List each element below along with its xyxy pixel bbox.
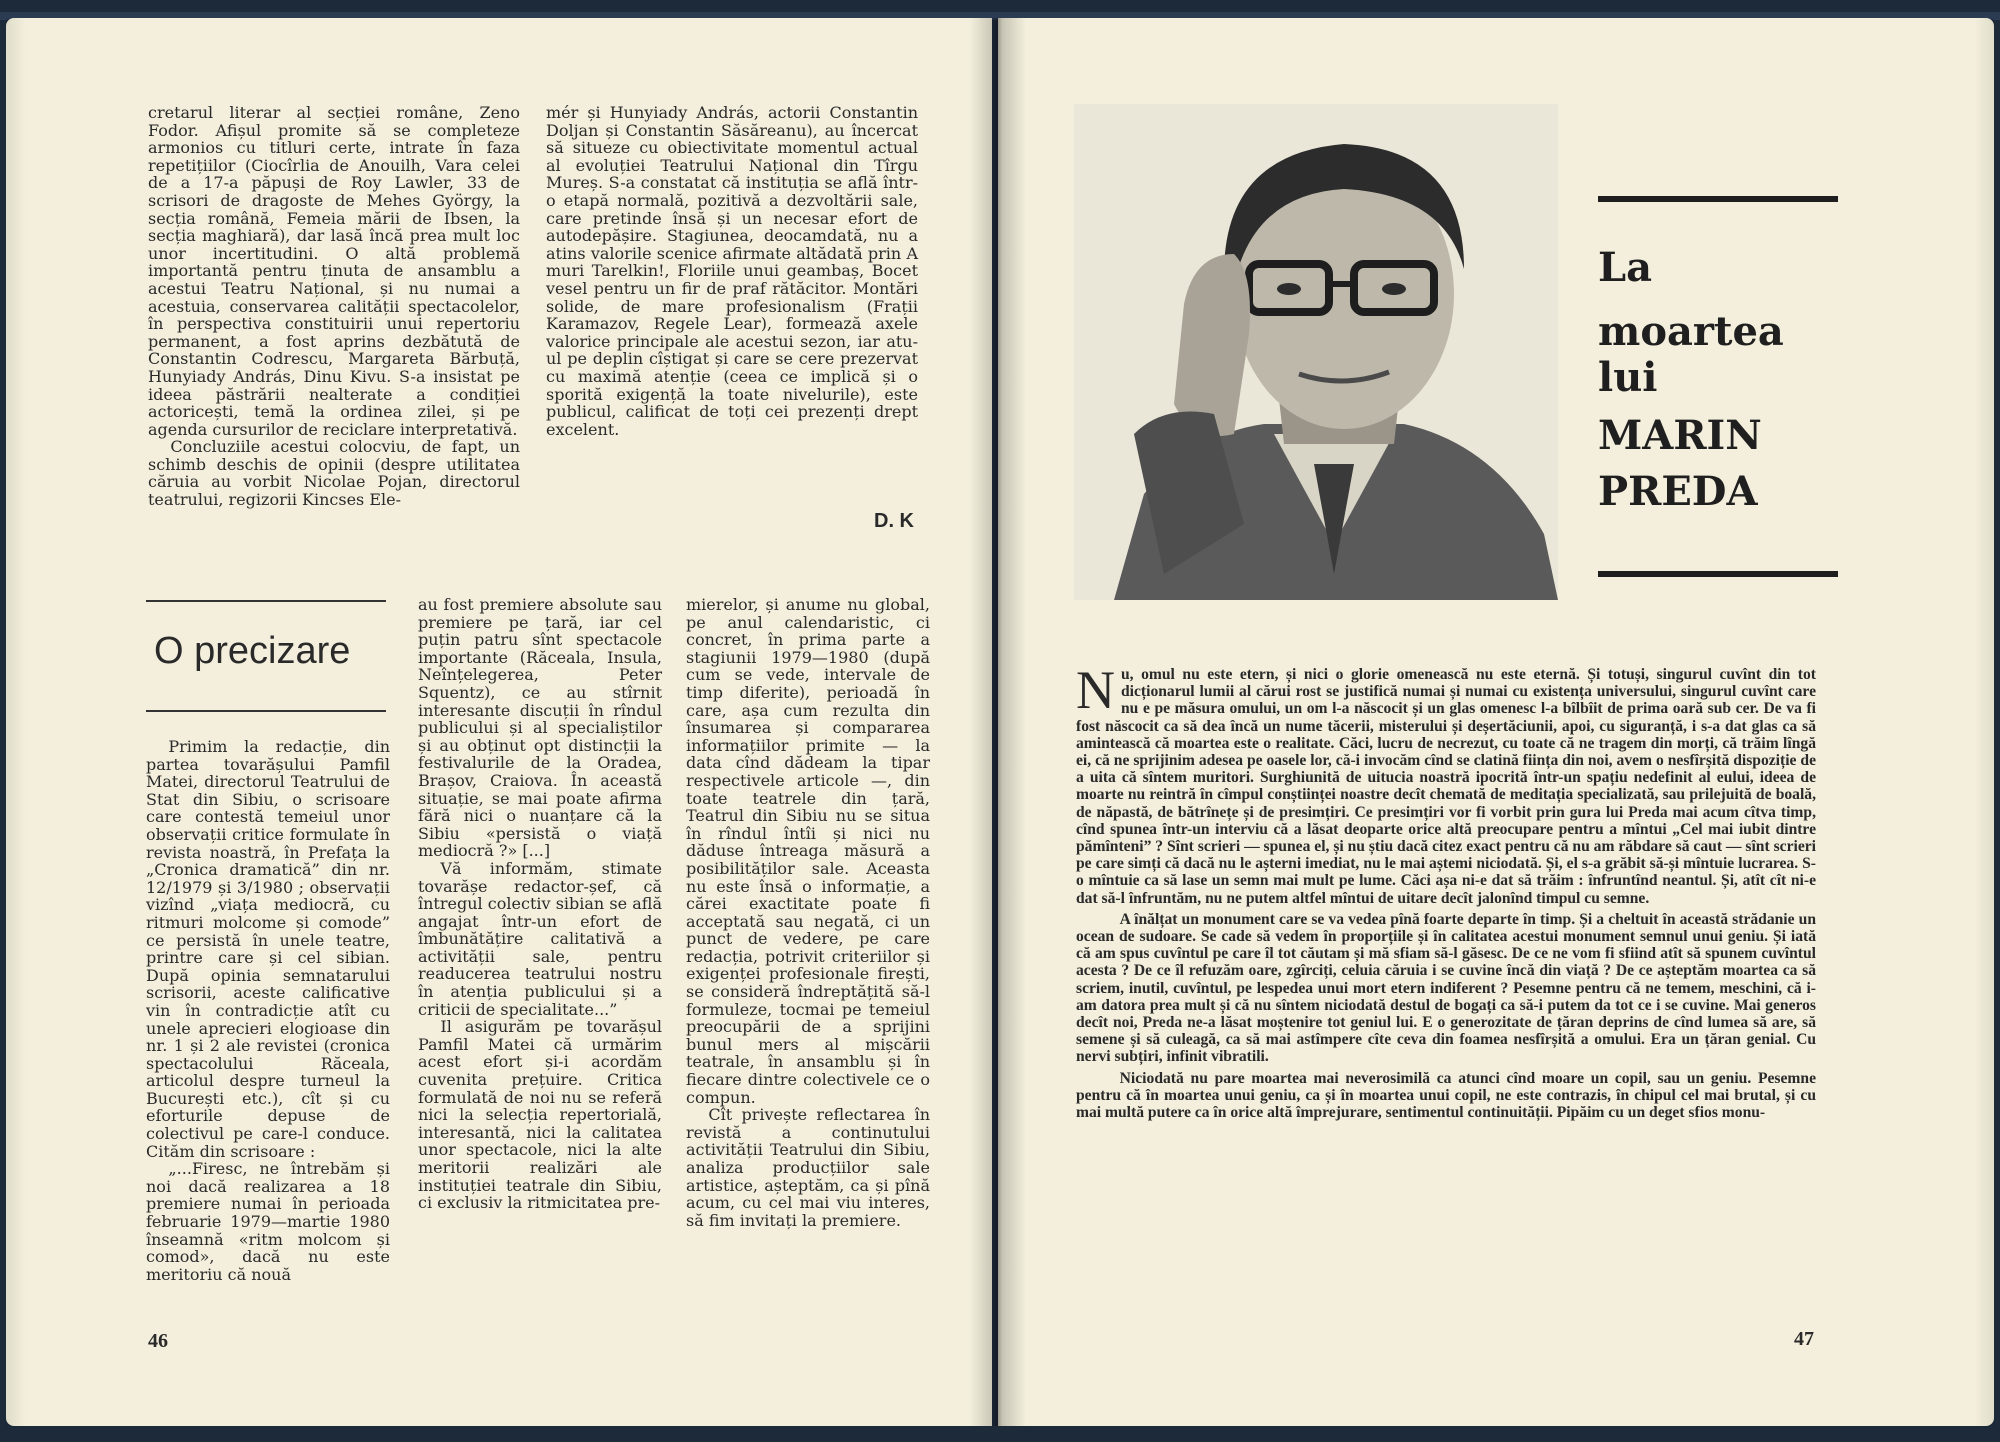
bottom-column-2 (418, 596, 662, 1212)
article-paragraph-2: A înălțat un monument care se va vedea pînă foarte departe în timp. Și a cheltuit în această strădanie un ocean de sudoare. Se cade să vedem în proporțiile și în calitatea acestui monument semnul unui geniu. Și iată că am spus cuvîntul pe care îl tot căutam și mă sfiam să-l găsesc. De ce ne vom fi sfiind atît să spunem cuvîntul acesta ? De ce îl refuzăm oare, zgîrciți, celuia căruia i se cuvine încă din viață ? De ce așteptăm moartea ca să scriem, inutil, cuvîntul, pe lespedea unui mort etern indiferent ? Pesemne pentru că ne temem, meschini, că i-am datora prea mult și că nu sîntem niciodată destul de bogați ca să-i putem da tot ce i se cuvine. Mai generos decît noi, Preda ne-a lăsat moștenire tot geniul lui. E o generozitate de țăran deprins de cînd lumea să are, să semene și să culeagă, ca să mai astîmpere cîte ceva din foamea nesfîrșită a omului. Era un țăran genial. Cu nervi subțiri, infinit vibratili. (1076, 910, 1816, 1066)
title-rule-bottom (1598, 571, 1838, 577)
top-col1-text-b: Concluziile acestui colocviu, de fapt, un schimb deschis de opinii (despre utilitatea căruia au vorbit Nicolae Pojan, directorul teatrului, regizorii Kincses Ele- (148, 437, 520, 510)
left-page (6, 18, 992, 1426)
heading-rule-top (146, 600, 386, 602)
right-edge-shadow (1974, 18, 1994, 1426)
top-column-1 (148, 104, 520, 509)
section-heading: O precizare (154, 630, 351, 672)
title-line-3: lui (1598, 354, 1658, 401)
bottom-col1-text: Primim la redacție, din partea tovarășului Pamfil Matei, directorul Teatrului de Stat din Sibiu, o scrisoare care contestă temeiul unor observații critice formulate în revista noastră, în Prefața la „Cronica dramatică” din nr. 12/1979 și 3/1980 ; observații vizînd „viața mediocră, cu ritmuri molcome și comode” ce persistă în unele teatre, printre care și cel sibian. După opinia semnatarului scrisorii, aceste calificative vin în contradicție atît cu unele aprecieri elogioase din nr. 1 și 2 ale revistei (cronica spectacolului Răceala, articolul despre turneul la București etc.), cît și cu eforturile depuse de colectivul pe care-l conduce. Cităm din scrisoare : (146, 737, 390, 1161)
bottom-col2-text-c: Il asigurăm pe tovarășul Pamfil Matei că urmărim acest efort și-i acordăm cuvenita prețuire. Critica formulată de noi nu se referă nici la selecția repertorială, interesantă, nici la calitatea unor spectacole, nici la alte meritorii realizări ale instituției teatrale din Sibiu, ci exclusiv la ritmicitatea pre- (418, 1017, 662, 1213)
bottom-col3-text: mierelor, și anume nu global, pe anul calendaristic, ci concret, în prima parte a stagiunii 1979—1980 (după cum se vede, intervale de timp diferite), perioadă în care, așa cum rezulta din însumarea și compararea informațiilor primite — la data cînd dădeam la tipar respectivele articole —, din toate teatrele din țară, Teatrul din Sibiu nu se situa în rîndul întîi și nici nu dăduse întreaga măsură a posibilităților sale. Aceasta nu este însă o informație, a cărei exactitate poate fi acceptată sau negată, ci un punct de vedere, pe care redacția, potrivit criteriilor și exigenței profesionale firești, se consideră îndreptățită să-l formuleze, tocmai pe temeiul preocupării de a sprijini bunul mers al mișcării teatrale, în ansamblu și în fiecare dintre colectivele ce o compun. (686, 595, 930, 1107)
drop-cap: N (1076, 660, 1115, 720)
page-number-right: 47 (1794, 1328, 1814, 1350)
title-line-4: MARIN (1598, 412, 1762, 459)
portrait-photo (1074, 104, 1558, 600)
bottom-column-1 (146, 738, 390, 1283)
right-page (998, 18, 1994, 1426)
top-col1-text: cretarul literar al secției române, Zeno Fodor. Afișul promite să se completeze armonios cu titluri certe, intrate în faza repetițiilor (Ciocîrlia de Anouilh, Vara celei de a 17-a păpuși de Roy Lawler, 33 de scrisori de dragoste de Mehes György, la secția română, Femeia mării de Ibsen, la secția maghiară), dar lasă încă prea mult loc unor incertitudini. O altă problemă importantă pentru ținuta de ansamblu a acestui Teatru Național, și nu numai a acestuia, conservarea calității spectacolelor, în perspectiva constituirii unui repertoriu permanent, a fost aprins dezbătută de Constantin Codrescu, Margareta Bărbuță, Hunyiady András, Dinu Kivu. S-a insistat pe ideea păstrării nealterate a condiției actoricești, temă la ordinea zilei, și pe agenda cursurilor de reciclare interpretativă. (148, 103, 520, 439)
bottom-col3-text-b: Cît privește reflectarea în revistă a continutului activității Teatrului din Sibiu, analiza producțiilor sale artistice, așteptăm, ca și pînă acum, cu cel mai viu interes, să fim invitați la premiere. (686, 1105, 930, 1230)
heading-rule-bottom (146, 710, 386, 712)
top-column-2 (546, 104, 918, 438)
title-rule-top (1598, 196, 1838, 202)
article-body (1076, 660, 1816, 1122)
title-line-5: PREDA (1598, 468, 1758, 515)
article-paragraph-3: Niciodată nu pare moartea mai neverosimilă ca atunci cînd moare un copil, sau un geniu. Pesemne pentru că în moartea unui geniu, ca și în moartea unui copil, ne este contrazis, în chipul cel mai brutal, și cu mai multă putere ca în orice altă împrejurare, sentimentul continuității. Pipăim cu un deget sfios monu- (1076, 1069, 1816, 1122)
author-signature: D. K (874, 510, 914, 532)
bottom-col1-text-b: „...Firesc, ne întrebăm și noi dacă realizarea a 18 premiere numai în perioada februarie 1979—martie 1980 înseamnă «ritm molcom și comod», dacă nu este meritoriu că nouă (146, 1159, 390, 1284)
bottom-column-3 (686, 596, 930, 1229)
page-number-left: 46 (148, 1330, 168, 1352)
article-paragraph-1: Nu, omul nu este etern, și nici o glorie omenească nu este eternă. Și totuși, singurul cuvînt din tot dicționarul lumii al cărui rost se justifică numai și numai cu existența universului, singurul cuvînt care nu e pe măsura omului, un om l-a născocit și un glas omenesc l-a bîlbîit de prima oară sub cer. De va fi fost născocit ca să dea încă un nume tăcerii, misterului și deșertăciunii, apoi, cu siguranță, i s-a dat glas ca să amintească că moartea este o realitate. Căci, lucru de necrezut, cu toate că ne tragem din morți, că trăim lîngă ei, că ne sprijinim adesea pe oasele lor, că-i invocăm cînd se clatină ființa din noi, avem o nesfîrșită dispoziție de a uita că sîntem muritori. Surghiunită de uitucia noastră ipocrită într-un spațiu nedefinit al eului, ideea de moarte nu reintră în cîmpul conștiinței noastre decît chemată de meditația specializată, sau prilejuită de boală, de năpastă, de bătrînețe și de presimțiri. Ce presimțiri vor fi vorbit prin gura lui Preda mai acum cîtva timp, cînd spunea într-un interviu că a lăsat deoparte orice altă preocupare pentru a mîntui „Cel mai iubit dintre pămînteni” ? Sînt scrieri — spunea el, și nu știu dacă citez exact pentru că nu am răbdare să caut — sînt scrieri pe care simți că dacă nu le așterni imediat, nu le mai aștemi niciodată. Și, el s-a grăbit să-și mîntuie lucrarea. S-o mîntuie ca să lase un semn mai mult pe lume. Căci așa ni-e dat să trăim : înfruntînd neantul. Și, atît cît ni-e dat să-l înfruntăm, nu ne putem altfel mîntui de uitare decît jalonînd timpul cu semne. (1076, 660, 1816, 907)
bottom-col2-text: au fost premiere absolute sau premiere pe țară, iar cel puțin patru sînt spectacole importante (Răceala, Insula, Neînțelegerea, Peter Squentz), ce au stîrnit interesante discuții în rîndul publicului și al specialiștilor și au obținut opt distincții la festivalurile de la Oradea, Brașov, Craiova. În această situație, se mai poate afirma fără nici o nuanțare că la Sibiu «persistă o viață mediocră ?» [...] (418, 595, 662, 861)
article-title-block (1598, 196, 1838, 596)
title-line-2: moartea (1598, 308, 1784, 355)
bottom-col2-text-b: Vă informăm, stimate tovarășe redactor-șef, că întregul colectiv sibian se află angajat într-un efort de îmbunătățire calitativă a activității sale, pentru readucerea teatrului nostru în atenția publicului și a criticii de specialitate...” (418, 858, 662, 1019)
top-col2-text: mér și Hunyiady András, actorii Constantin Doljan și Constantin Săsăreanu), au încercat să situeze cu obiectivitate momentul actual al evoluției Teatrului Național din Tîrgu Mureș. S-a constatat că instituția se află într-o etapă normală, pozitivă a dezvoltării sale, care pretinde însă și un necesar efort de autodepășire. Stagiunea, deocamdată, nu a atins valorile scenice afirmate altădată prin A muri Tarelkin!, Floriile unui geambaș, Bocet vesel pentru un fir de praf rătăcitor. Montări solide, de mare profesionalism (Frații Karamazov, Regele Lear), formează axele valorice principale ale acestui sezon, iar atu-ul pe deplin cîștigat și care se cere prezervat cu maximă atenție (ceea ce implică și o sporită exigență la toate nivelurile), este publicul, calificat de toți cei prezenți drept excelent. (546, 103, 918, 439)
left-edge-shadow (6, 18, 26, 1426)
title-line-1: La (1598, 244, 1653, 291)
